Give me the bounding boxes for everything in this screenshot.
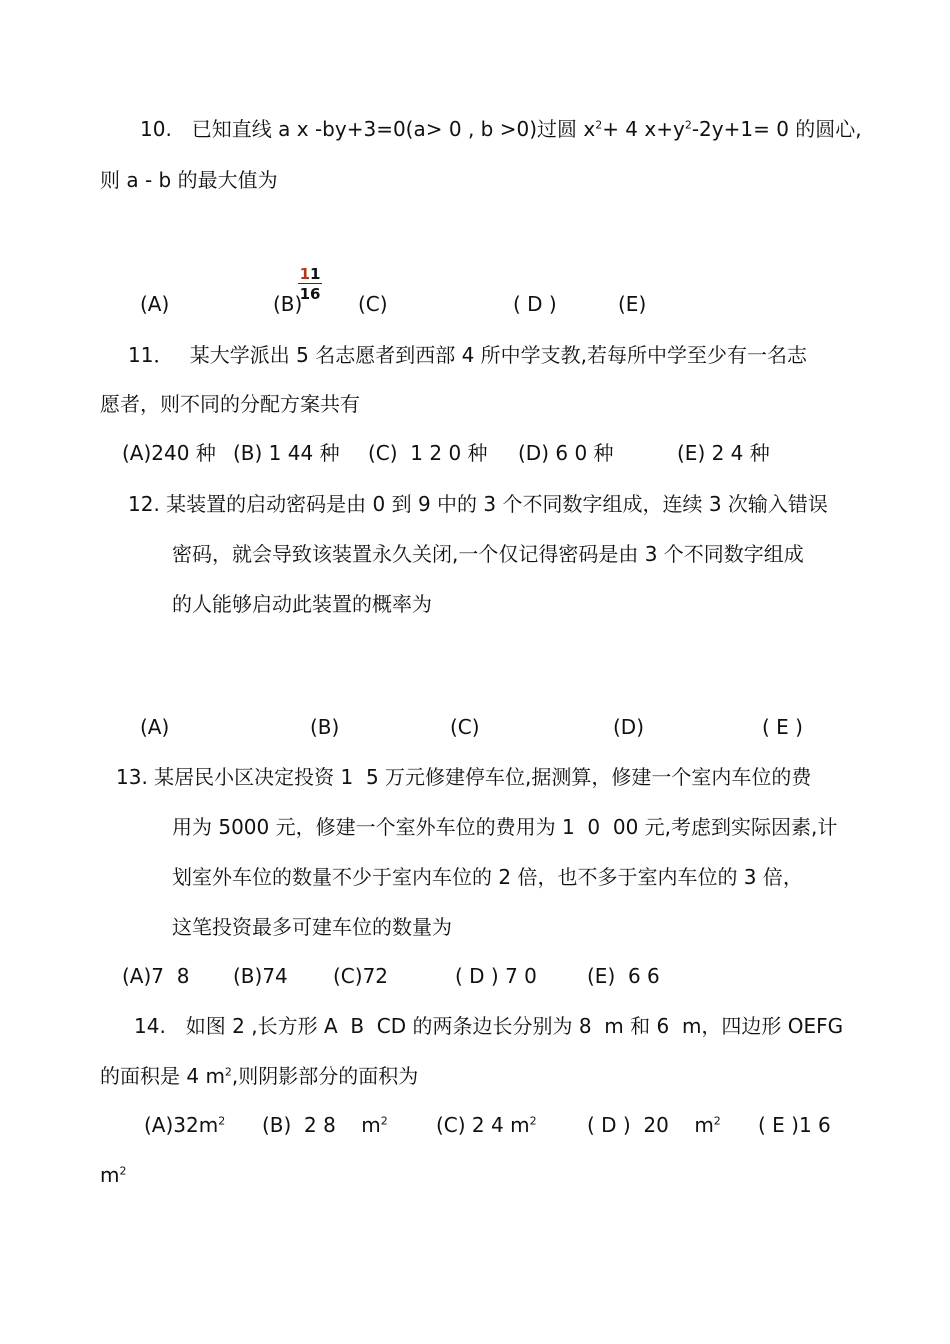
q14-option-b: (B) 2 8 $m^2$	[262, 1113, 388, 1137]
q10-option-b: (B)	[273, 292, 303, 316]
q13-line-4: 这笔投资最多可建车位的数量为	[172, 915, 452, 939]
q10-line-1: 10. 已知直线 a x -by+3=0(a> 0 , b >0)过圆 $x^2+ 4$ $x+y^2-2y+1= 0$ 的圆心,	[140, 117, 862, 141]
q12-option-e: ( E )	[762, 715, 803, 739]
q13-option-c: (C)72	[333, 964, 389, 988]
q11-line-2: 愿者，则不同的分配方案共有	[100, 392, 360, 416]
q11-option-b: (B) 1 44 种	[233, 441, 340, 465]
q14-option-a: $(A)32m^2$	[144, 1113, 226, 1137]
q13-option-d: ( D ) 7 0	[455, 964, 537, 988]
q14-option-e-unit: $m^2$	[100, 1163, 127, 1187]
q11-option-c: (C) 1 2 0 种	[368, 441, 488, 465]
q12-option-b: (B)	[310, 715, 340, 739]
q10-option-e: (E)	[618, 292, 647, 316]
q14-option-c: (C) 2 4 $m^2$	[436, 1113, 537, 1137]
q12-line-1: 12. 某装置的启动密码是由 0 到 9 中的 3 个不同数字组成，连续 3 次输入错误	[128, 492, 828, 516]
q11-option-d: (D) 6 0 种	[518, 441, 614, 465]
q11-option-e: (E) 2 4 种	[677, 441, 770, 465]
q13-option-e: (E) 6 6	[587, 964, 660, 988]
q14-line-1: 14. 如图 2 ,长方形 A B CD 的两条边长分别为 8 m 和 6 m，四边形 OEFG	[134, 1014, 844, 1038]
q10-line-2: 则 a - b 的最大值为	[100, 168, 278, 192]
q14-option-d: ( D ) 20 $m^2$	[587, 1113, 721, 1137]
q14-line-2: 的面积是 4 $m^2$,则阴影部分的面积为	[100, 1064, 419, 1088]
q12-option-d: (D)	[613, 715, 645, 739]
q10-fraction: $\frac{11}{16}$	[299, 265, 321, 303]
q12-option-a: (A)	[140, 715, 170, 739]
q13-line-2: 用为 5000 元，修建一个室外车位的费用为 1 0 00 元,考虑到实际因素,计	[172, 815, 838, 839]
q10-option-d: ( D )	[513, 292, 557, 316]
q12-line-2: 密码，就会导致该装置永久关闭,一个仅记得密码是由 3 个不同数字组成	[172, 542, 804, 566]
q13-line-3: 划室外车位的数量不少于室内车位的 2 倍，也不多于室内车位的 3 倍，	[172, 865, 803, 889]
q12-option-c: (C)	[450, 715, 480, 739]
q13-option-a: (A)7 8	[122, 964, 190, 988]
q13-option-b: (B)74	[233, 964, 288, 988]
q10-option-a: (A)	[140, 292, 170, 316]
q11-line-1: 11． 某大学派出 5 名志愿者到西部 4 所中学支教,若每所中学至少有一名志	[128, 343, 808, 367]
q10-option-c: (C)	[358, 292, 388, 316]
q13-line-1: 13. 某居民小区决定投资 1 5 万元修建停车位,据测算，修建一个室内车位的费	[116, 765, 812, 789]
q14-option-e: ( E )1 6	[758, 1113, 831, 1137]
q12-line-3: 的人能够启动此装置的概率为	[172, 592, 432, 616]
q11-option-a: (A)240 种	[122, 441, 216, 465]
